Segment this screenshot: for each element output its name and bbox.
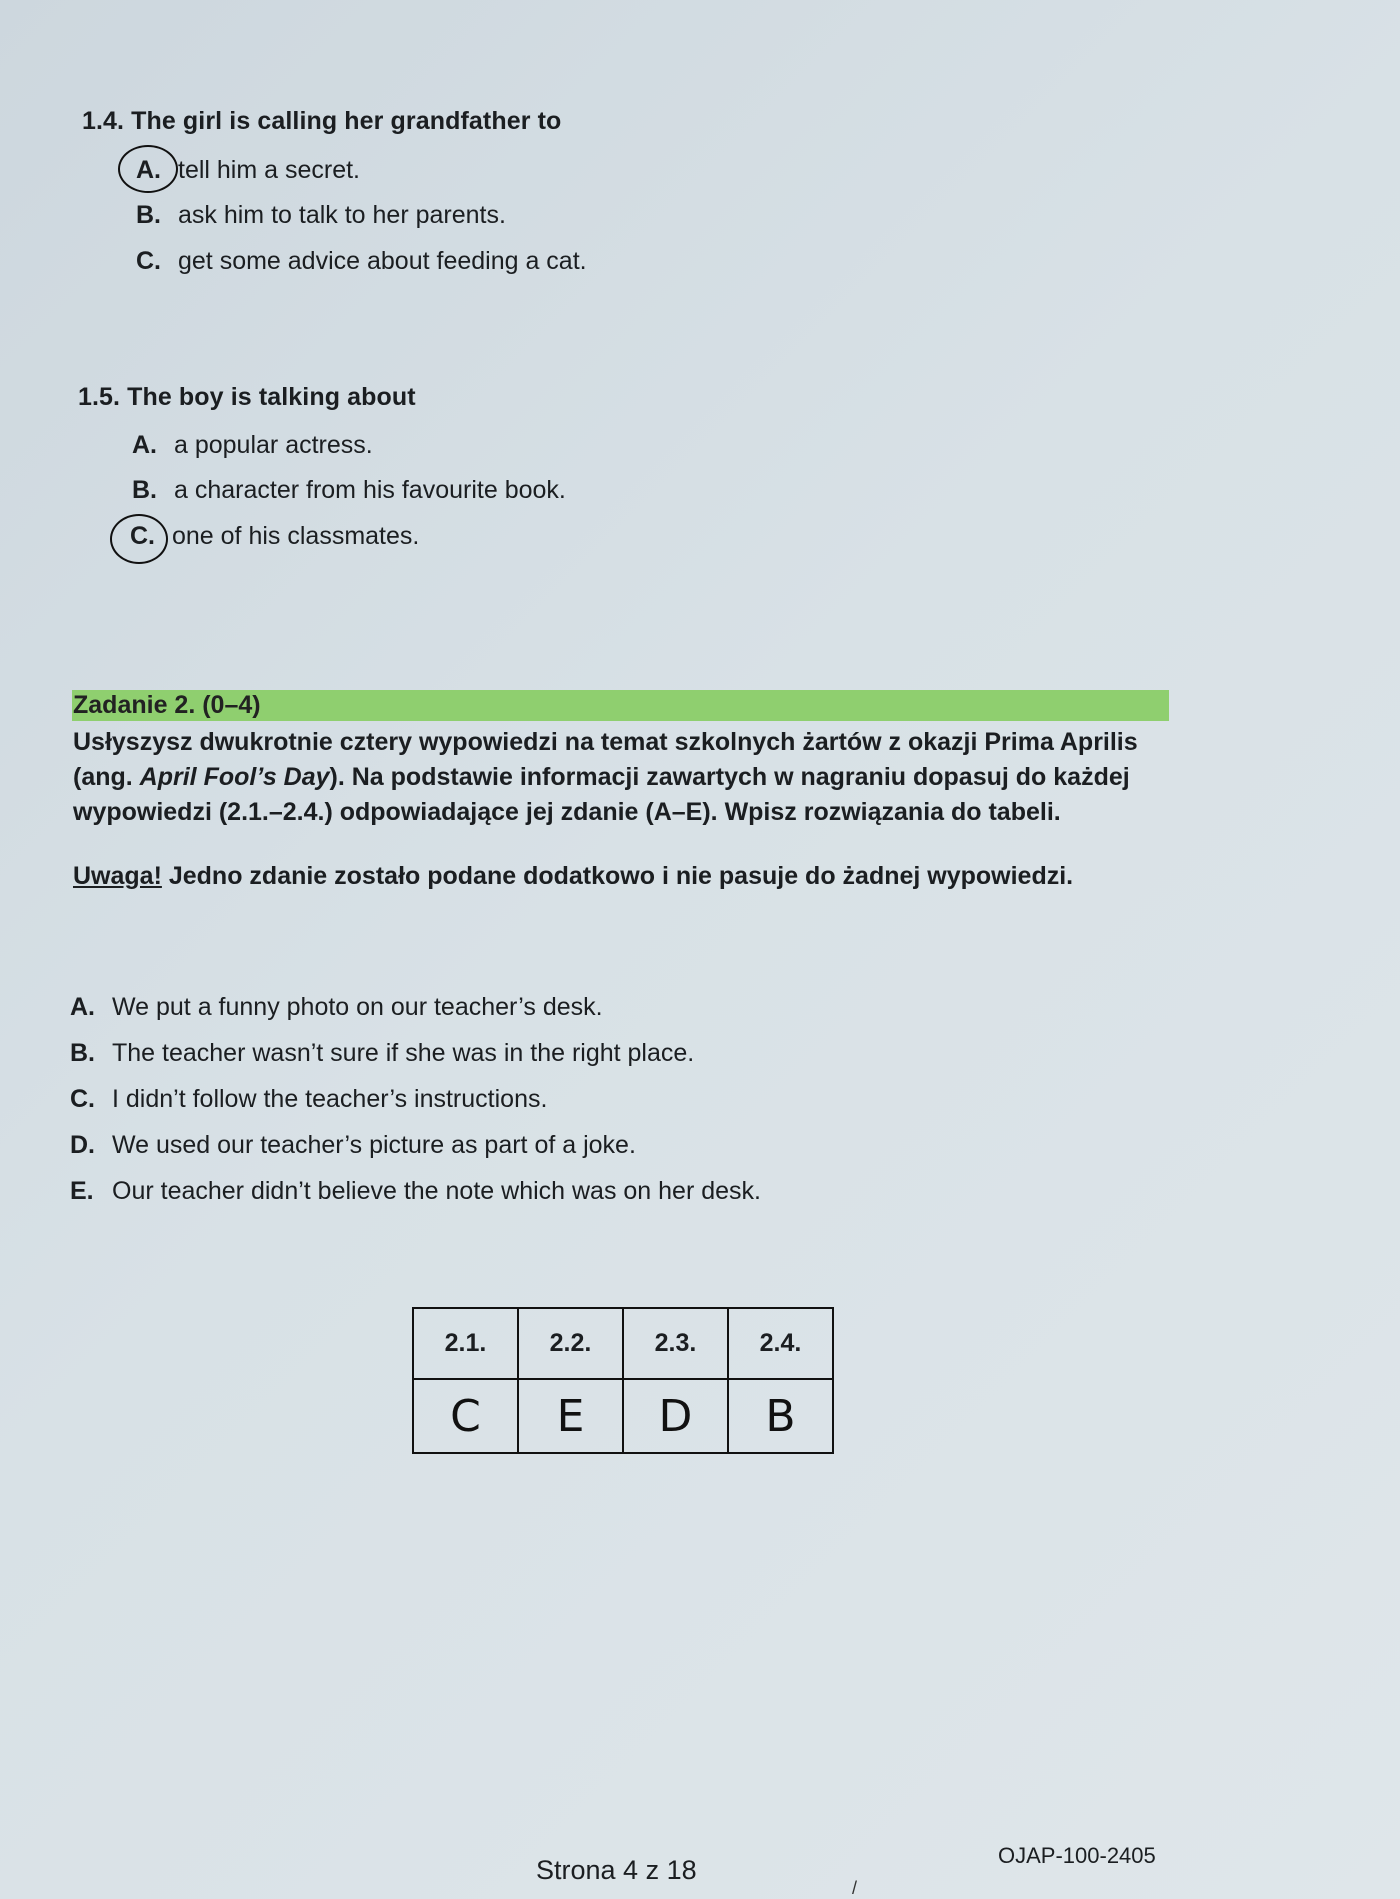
instruction-italic: April Fool’s Day <box>139 763 330 791</box>
pen-mark: / <box>852 1878 858 1898</box>
statement-letter: B. <box>70 1039 95 1067</box>
exam-code: OJAP-100-2405 <box>998 1843 1156 1868</box>
answer-cell-2-3[interactable]: D <box>623 1379 728 1453</box>
option-text: tell him a secret. <box>178 156 361 184</box>
question-1-5-option-a[interactable] <box>132 431 373 460</box>
question-1-4-option-a[interactable] <box>136 156 360 185</box>
statement-letter: D. <box>70 1131 95 1159</box>
question-1-5-option-b[interactable] <box>132 476 566 505</box>
answer-header-2-4: 2.4. <box>728 1308 833 1379</box>
answer-header-2-3: 2.3. <box>623 1308 728 1379</box>
statement-letter: E. <box>70 1177 94 1205</box>
note-text: Jedno zdanie zostało podane dodatkowo i nie pasuje do żadnej wypowiedzi. <box>161 862 1074 890</box>
option-letter: C. <box>136 247 161 275</box>
answer-cell-2-1[interactable]: C <box>413 1379 518 1453</box>
task-2-instruction <box>73 725 1183 830</box>
option-text: a popular actress. <box>174 431 373 459</box>
statement-text: I didn’t follow the teacher’s instructions. <box>112 1085 548 1113</box>
answer-cell-2-2[interactable]: E <box>518 1379 623 1453</box>
note-label: Uwaga! <box>73 862 162 890</box>
statement-text: The teacher wasn’t sure if she was in the right place. <box>112 1039 695 1067</box>
option-text: a character from his favourite book. <box>174 476 566 504</box>
option-text: ask him to talk to her parents. <box>178 201 506 229</box>
statement-e <box>70 1177 761 1206</box>
statement-text: Our teacher didn’t believe the note which was on her desk. <box>112 1177 761 1205</box>
question-1-4-option-c[interactable] <box>136 247 587 276</box>
statement-text: We used our teacher’s picture as part of a joke. <box>112 1131 636 1159</box>
task-2-title: Zadanie 2. (0–4) <box>73 691 261 719</box>
option-text: get some advice about feeding a cat. <box>178 247 587 275</box>
statement-a <box>70 993 603 1022</box>
instruction-text-2: ). Na podstawie informacji zawartych w nagraniu dopasuj do każdej wypowiedzi (2.1.–2.4.) odpowiadające jej zdanie (A–E). Wpisz rozwiązania do tabeli. <box>73 763 1130 826</box>
question-1-5-title: 1.5. The boy is talking about <box>78 383 416 411</box>
statement-b <box>70 1039 694 1068</box>
statement-letter: A. <box>70 993 95 1021</box>
option-letter: B. <box>132 476 157 504</box>
option-letter: A. <box>136 156 161 184</box>
task-2-note <box>73 862 1073 891</box>
question-1-4-option-b[interactable] <box>136 201 506 230</box>
answer-table-answer-row <box>413 1379 833 1453</box>
question-1-4-title: 1.4. The girl is calling her grandfather to <box>82 107 562 135</box>
statement-text: We put a funny photo on our teacher’s desk. <box>112 993 603 1021</box>
option-letter: C. <box>130 522 155 550</box>
answer-table <box>412 1307 834 1454</box>
answer-header-2-2: 2.2. <box>518 1308 623 1379</box>
question-1-5-option-c[interactable] <box>130 522 419 551</box>
option-text: one of his classmates. <box>172 522 420 550</box>
answer-cell-2-4[interactable]: B <box>728 1379 833 1453</box>
page-number: Strona 4 z 18 <box>536 1855 697 1885</box>
option-letter: B. <box>136 201 161 229</box>
answer-table-header-row <box>413 1308 833 1379</box>
option-letter: A. <box>132 431 157 459</box>
statement-d <box>70 1131 636 1160</box>
answer-header-2-1: 2.1. <box>413 1308 518 1379</box>
statement-c <box>70 1085 547 1114</box>
instruction-text-1: Usłyszysz dwukrotnie cztery wypowiedzi na temat szkolnych żartów z okazji Prima Aprilis (ang. <box>73 728 1138 791</box>
statement-letter: C. <box>70 1085 95 1113</box>
